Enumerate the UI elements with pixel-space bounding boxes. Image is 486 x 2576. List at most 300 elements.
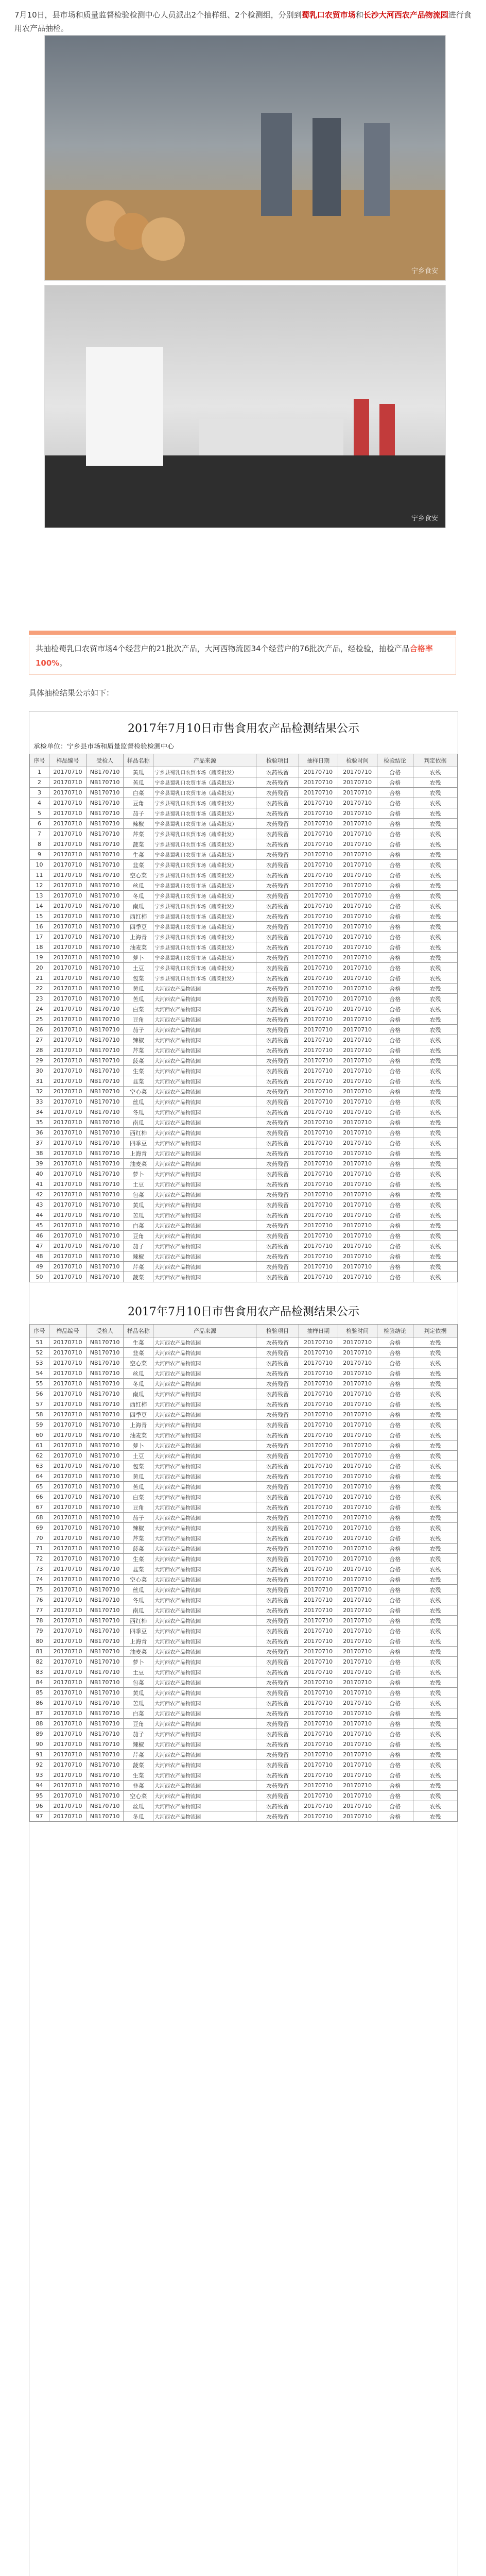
table-cell: 20170710 [49, 1440, 86, 1451]
table-cell: 合格 [377, 1523, 413, 1533]
table-cell: 农药残留 [256, 1056, 299, 1066]
table-cell: 韭菜 [124, 860, 153, 870]
photo-watermark: 宁乡食安 [411, 515, 438, 522]
table-row [30, 1251, 458, 1262]
table-cell: 36 [30, 1128, 49, 1138]
table-cell: 大河西农产品物流园 [153, 1410, 256, 1420]
table-row [30, 922, 458, 932]
table-cell: 60 [30, 1430, 49, 1440]
table-row [30, 1657, 458, 1667]
table-cell: 20170710 [338, 1791, 377, 1801]
table-cell: 合格 [377, 1544, 413, 1554]
table-cell: 20170710 [299, 953, 338, 963]
table-cell: 宁乡县蜀乳口农贸市场（蔬菜批发） [153, 932, 256, 942]
table-cell: 空心菜 [124, 1358, 153, 1368]
table-row [30, 1708, 458, 1719]
table-cell: 农药残留 [256, 1482, 299, 1492]
table-cell: 20170710 [299, 1533, 338, 1544]
table-cell: 上海青 [124, 1636, 153, 1647]
table-cell: 农药残留 [256, 1272, 299, 1282]
table-cell: 20170710 [338, 1025, 377, 1035]
table-cell: 20170710 [338, 767, 377, 777]
table-cell: 宁乡县蜀乳口农贸市场（蔬菜批发） [153, 870, 256, 880]
table-cell: NB170710 [86, 1605, 124, 1616]
table-cell: 农药残留 [256, 1729, 299, 1739]
table-cell: 20170710 [299, 1636, 338, 1647]
table-cell: 20170710 [299, 1348, 338, 1358]
table-cell: 33 [30, 1097, 49, 1107]
table-cell: 合格 [377, 1729, 413, 1739]
table-cell: 20170710 [338, 1647, 377, 1657]
table-cell: NB170710 [86, 798, 124, 808]
table-cell: 20170710 [299, 1179, 338, 1190]
table-cell: 大河西农产品物流园 [153, 1148, 256, 1159]
table-cell: 大河西农产品物流园 [153, 1087, 256, 1097]
table-cell: 宁乡县蜀乳口农贸市场（蔬菜批发） [153, 922, 256, 932]
table-cell: 20170710 [49, 1708, 86, 1719]
table-cell: 20170710 [299, 1811, 338, 1822]
table-cell: 农残 [413, 1657, 457, 1667]
table-cell: 农药残留 [256, 1045, 299, 1056]
table-row [30, 1389, 458, 1399]
table-cell: 20170710 [49, 1190, 86, 1200]
table-cell: 44 [30, 1210, 49, 1221]
table-cell: NB170710 [86, 1719, 124, 1729]
table-cell: NB170710 [86, 1760, 124, 1770]
table-cell: 20170710 [338, 1241, 377, 1251]
table-cell: 农药残留 [256, 1107, 299, 1117]
table-cell: 萝卜 [124, 1169, 153, 1179]
table-cell: 农药残留 [256, 1138, 299, 1148]
table-cell: 20170710 [338, 1076, 377, 1087]
table-cell: 37 [30, 1138, 49, 1148]
table-cell: 合格 [377, 1492, 413, 1502]
table-cell: 合格 [377, 860, 413, 870]
table-cell: NB170710 [86, 1492, 124, 1502]
table-cell: 合格 [377, 1025, 413, 1035]
result-caption: 具体抽检结果公示如下： [29, 688, 114, 698]
column-header: 样品名称 [124, 754, 153, 767]
table-cell: 合格 [377, 1117, 413, 1128]
column-header: 产品来源 [153, 754, 256, 767]
table-cell: 合格 [377, 1677, 413, 1688]
table-cell: 农药残留 [256, 1025, 299, 1035]
table-cell: 农药残留 [256, 1097, 299, 1107]
table-cell: 20170710 [299, 1626, 338, 1636]
table-cell: 95 [30, 1791, 49, 1801]
table-cell: 71 [30, 1544, 49, 1554]
table-cell: 宁乡县蜀乳口农贸市场（蔬菜批发） [153, 901, 256, 911]
table-cell: NB170710 [86, 1399, 124, 1410]
table-cell: NB170710 [86, 984, 124, 994]
table-cell: 5 [30, 808, 49, 819]
table-cell: 合格 [377, 880, 413, 891]
table-cell: 大河西农产品物流园 [153, 1626, 256, 1636]
table-cell: 20170710 [338, 1004, 377, 1014]
table-row [30, 1035, 458, 1045]
table-cell: NB170710 [86, 1190, 124, 1200]
table-cell: 20170710 [299, 1025, 338, 1035]
table-cell: 白菜 [124, 1221, 153, 1231]
table-cell: 宁乡县蜀乳口农贸市场（蔬菜批发） [153, 953, 256, 963]
table-cell: 农药残留 [256, 1251, 299, 1262]
table-cell: 黄瓜 [124, 1688, 153, 1698]
table-cell: 20170710 [49, 1605, 86, 1616]
table-cell: 农药残留 [256, 1657, 299, 1667]
table-row [30, 1482, 458, 1492]
table-cell: 农药残留 [256, 1440, 299, 1451]
table-cell: 39 [30, 1159, 49, 1169]
table-cell: 20170710 [299, 808, 338, 819]
table-cell: 农残 [413, 1739, 457, 1750]
table-cell: 20170710 [299, 1791, 338, 1801]
table-cell: 20170710 [338, 1179, 377, 1190]
table-row [30, 1667, 458, 1677]
table-cell: 20170710 [299, 839, 338, 850]
table-cell: 农药残留 [256, 1605, 299, 1616]
table-row [30, 984, 458, 994]
table-cell: NB170710 [86, 1045, 124, 1056]
table-cell: 20170710 [338, 942, 377, 953]
table-cell: 合格 [377, 1420, 413, 1430]
table-cell: 合格 [377, 1564, 413, 1574]
table-cell: 20170710 [338, 911, 377, 922]
table-cell: 20170710 [338, 891, 377, 901]
table-cell: 20170710 [299, 1770, 338, 1781]
table-cell: 35 [30, 1117, 49, 1128]
table-cell: 大河西农产品物流园 [153, 1200, 256, 1210]
table-cell: 20170710 [338, 1128, 377, 1138]
table-cell: 20170710 [299, 1781, 338, 1791]
table-cell: 20170710 [299, 860, 338, 870]
table-cell: 20170710 [299, 1729, 338, 1739]
table-cell: 农残 [413, 1781, 457, 1791]
table-cell: 辣椒 [124, 1739, 153, 1750]
table-cell: 宁乡县蜀乳口农贸市场（蔬菜批发） [153, 973, 256, 984]
table-cell: NB170710 [86, 1595, 124, 1605]
table-cell: NB170710 [86, 1667, 124, 1677]
table-cell: 20170710 [338, 1410, 377, 1420]
table-row [30, 1241, 458, 1251]
table-cell: 黄瓜 [124, 767, 153, 777]
table-cell: NB170710 [86, 850, 124, 860]
table-cell: 18 [30, 942, 49, 953]
table-cell: 农残 [413, 870, 457, 880]
table-cell: NB170710 [86, 932, 124, 942]
table-cell: 农残 [413, 1750, 457, 1760]
table-cell: 苦瓜 [124, 1698, 153, 1708]
table-cell: 40 [30, 1169, 49, 1179]
table-cell: 土豆 [124, 1451, 153, 1461]
lab-photo-illustration [45, 285, 445, 528]
table-row [30, 1647, 458, 1657]
table-cell: 合格 [377, 1636, 413, 1647]
table-cell: 54 [30, 1368, 49, 1379]
table-cell: 宁乡县蜀乳口农贸市场（蔬菜批发） [153, 767, 256, 777]
table-cell: 20170710 [338, 1358, 377, 1368]
table-row [30, 798, 458, 808]
table-cell: 20170710 [338, 1760, 377, 1770]
table-cell: 20170710 [49, 839, 86, 850]
table-cell: 61 [30, 1440, 49, 1451]
table-cell: 豆角 [124, 1719, 153, 1729]
table-row [30, 777, 458, 788]
table-cell: 20170710 [299, 1595, 338, 1605]
table-cell: 20170710 [338, 1595, 377, 1605]
table-cell: 农残 [413, 767, 457, 777]
table-cell: 20170710 [299, 963, 338, 973]
table-cell: 20170710 [49, 1533, 86, 1544]
table-cell: 宁乡县蜀乳口农贸市场（蔬菜批发） [153, 839, 256, 850]
table-cell: 20170710 [299, 1097, 338, 1107]
table-cell: 20170710 [299, 850, 338, 860]
table-cell: NB170710 [86, 901, 124, 911]
table-cell: 20170710 [299, 994, 338, 1004]
table-cell: 20170710 [338, 1087, 377, 1097]
table-cell: 合格 [377, 1626, 413, 1636]
table-cell: 农残 [413, 1513, 457, 1523]
table-cell: 20170710 [338, 880, 377, 891]
table-cell: 农药残留 [256, 1533, 299, 1544]
table-cell: 43 [30, 1200, 49, 1210]
table-cell: 20170710 [299, 1657, 338, 1667]
table-cell: 芹菜 [124, 1533, 153, 1544]
table-cell: NB170710 [86, 1272, 124, 1282]
table-cell: 空心菜 [124, 1791, 153, 1801]
table-row [30, 1004, 458, 1014]
table-cell: 茄子 [124, 1729, 153, 1739]
table-cell: 农残 [413, 891, 457, 901]
table-cell: 20170710 [49, 1272, 86, 1282]
table-cell: 20170710 [299, 973, 338, 984]
table-cell: 16 [30, 922, 49, 932]
table-cell: 合格 [377, 1667, 413, 1677]
column-header: 序号 [30, 1325, 49, 1337]
table-cell: 57 [30, 1399, 49, 1410]
table-row [30, 1221, 458, 1231]
table-cell: 农药残留 [256, 1410, 299, 1420]
table-cell: 南瓜 [124, 1605, 153, 1616]
table-cell: 大河西农产品物流园 [153, 994, 256, 1004]
table-row [30, 1698, 458, 1708]
table-cell: 合格 [377, 1451, 413, 1461]
table-cell: 48 [30, 1251, 49, 1262]
table-cell: 大河西农产品物流园 [153, 1251, 256, 1262]
table-cell: 20170710 [338, 1492, 377, 1502]
table-cell: 49 [30, 1262, 49, 1272]
table-cell: 茄子 [124, 808, 153, 819]
table-cell: 农药残留 [256, 1014, 299, 1025]
table-cell: 20170710 [49, 1811, 86, 1822]
summary-accent-bar [29, 631, 456, 635]
table-cell: 合格 [377, 1750, 413, 1760]
table-cell: 3 [30, 788, 49, 798]
table-cell: 64 [30, 1471, 49, 1482]
table-cell: 58 [30, 1410, 49, 1420]
table-cell: 大河西农产品物流园 [153, 1482, 256, 1492]
table-cell: 82 [30, 1657, 49, 1667]
table-cell: 大河西农产品物流园 [153, 1719, 256, 1729]
table-cell: 生菜 [124, 850, 153, 860]
table-cell: NB170710 [86, 963, 124, 973]
table-cell: NB170710 [86, 1128, 124, 1138]
table-cell: 大河西农产品物流园 [153, 1688, 256, 1698]
table-cell: 29 [30, 1056, 49, 1066]
table-cell: 20170710 [338, 808, 377, 819]
table-cell: 宁乡县蜀乳口农贸市场（蔬菜批发） [153, 911, 256, 922]
table-cell: 20170710 [49, 1595, 86, 1605]
table-cell: 农残 [413, 1169, 457, 1179]
table-row [30, 1190, 458, 1200]
table-cell: 合格 [377, 1148, 413, 1159]
table-cell: NB170710 [86, 788, 124, 798]
table-cell: 大河西农产品物流园 [153, 1811, 256, 1822]
results-table [29, 754, 458, 1282]
table-cell: 农药残留 [256, 1210, 299, 1221]
table-cell: NB170710 [86, 1262, 124, 1272]
table-cell: 合格 [377, 1210, 413, 1221]
table-cell: 20170710 [338, 1657, 377, 1667]
table-cell: 农残 [413, 1179, 457, 1190]
table-cell: 20170710 [299, 1492, 338, 1502]
table-cell: 白菜 [124, 788, 153, 798]
table-cell: 62 [30, 1451, 49, 1461]
table-cell: 20170710 [299, 1430, 338, 1440]
table-cell: 合格 [377, 1461, 413, 1471]
table-cell: 20170710 [49, 953, 86, 963]
table-cell: 81 [30, 1647, 49, 1657]
table-cell: 20170710 [299, 922, 338, 932]
table-cell: 22 [30, 984, 49, 994]
summary-box [29, 637, 456, 675]
table-cell: 20170710 [299, 880, 338, 891]
table-row [30, 1471, 458, 1482]
table-cell: 20170710 [49, 1719, 86, 1729]
table-cell: 韭菜 [124, 1564, 153, 1574]
table-cell: 农残 [413, 1056, 457, 1066]
table-cell: NB170710 [86, 1739, 124, 1750]
table-cell: 20170710 [338, 973, 377, 984]
table-cell: 大河西农产品物流园 [153, 1739, 256, 1750]
table-cell: 24 [30, 1004, 49, 1014]
table-cell: 20170710 [49, 1585, 86, 1595]
table-row [30, 1420, 458, 1430]
table-cell: 20170710 [49, 1025, 86, 1035]
table-cell: 辣椒 [124, 1251, 153, 1262]
table-cell: 农药残留 [256, 1389, 299, 1399]
table-cell: 20170710 [338, 1471, 377, 1482]
table-row [30, 1107, 458, 1117]
table-cell: NB170710 [86, 1482, 124, 1492]
table-cell: 20170710 [299, 1667, 338, 1677]
table-cell: 合格 [377, 1554, 413, 1564]
table-cell: 土豆 [124, 1667, 153, 1677]
table-cell: 20170710 [338, 839, 377, 850]
table-cell: 合格 [377, 1482, 413, 1492]
table-cell: NB170710 [86, 911, 124, 922]
table-cell: 农药残留 [256, 1076, 299, 1087]
table-cell: 20170710 [49, 1688, 86, 1698]
table-cell: 农药残留 [256, 1791, 299, 1801]
table-cell: 20170710 [49, 1251, 86, 1262]
table-cell: 农药残留 [256, 1337, 299, 1348]
table-cell: 农药残留 [256, 1190, 299, 1200]
table-cell: 89 [30, 1729, 49, 1739]
table-cell: 农药残留 [256, 1471, 299, 1482]
table-cell: 农残 [413, 1066, 457, 1076]
table-cell: 20170710 [299, 901, 338, 911]
table-cell: 大河西农产品物流园 [153, 1791, 256, 1801]
table-cell: 合格 [377, 963, 413, 973]
column-header: 抽样日期 [299, 1325, 338, 1337]
table-cell: 四季豆 [124, 1138, 153, 1148]
table-cell: 8 [30, 839, 49, 850]
table-cell: 20170710 [49, 829, 86, 839]
table-cell: 农残 [413, 1461, 457, 1471]
table-cell: 农药残留 [256, 850, 299, 860]
table-cell: 大河西农产品物流园 [153, 1708, 256, 1719]
table-cell: 西红柿 [124, 1128, 153, 1138]
table-cell: 农残 [413, 1595, 457, 1605]
table-cell: 农残 [413, 1200, 457, 1210]
table-cell: 农药残留 [256, 1348, 299, 1358]
table-cell: NB170710 [86, 1179, 124, 1190]
table-cell: 20170710 [299, 1337, 338, 1348]
column-header: 产品来源 [153, 1325, 256, 1337]
table-cell: 白菜 [124, 1004, 153, 1014]
table-row [30, 1554, 458, 1564]
intro-text-3: 进行食用农产品抽检。 [14, 10, 472, 33]
table-cell: 农药残留 [256, 1708, 299, 1719]
summary-pass-rate: 合格率100% [36, 644, 433, 668]
table-cell: 农残 [413, 1616, 457, 1626]
table-row [30, 891, 458, 901]
table-cell: 农残 [413, 1210, 457, 1221]
table-cell: 20170710 [299, 1004, 338, 1014]
table-row [30, 1200, 458, 1210]
table-cell: 46 [30, 1231, 49, 1241]
table-row [30, 1159, 458, 1169]
table-cell: 20170710 [49, 1348, 86, 1358]
table-cell: 20170710 [338, 1138, 377, 1148]
table-cell: 85 [30, 1688, 49, 1698]
table-row [30, 1770, 458, 1781]
table-cell: 油麦菜 [124, 942, 153, 953]
table-cell: 苦瓜 [124, 994, 153, 1004]
table-cell: 农残 [413, 1482, 457, 1492]
table-cell: 90 [30, 1739, 49, 1750]
sheet-title-2: 2017年7月10日市售食用农产品检测结果公示 [128, 1306, 359, 1318]
table-cell: 20170710 [338, 1420, 377, 1430]
table-cell: 大河西农产品物流园 [153, 1066, 256, 1076]
table-cell: 20170710 [338, 1585, 377, 1595]
column-header: 抽样日期 [299, 754, 338, 767]
table-cell: 宁乡县蜀乳口农贸市场（蔬菜批发） [153, 942, 256, 953]
inspection-photo-lab [44, 285, 446, 528]
table-cell: 大河西农产品物流园 [153, 1379, 256, 1389]
table-cell: 农药残留 [256, 1698, 299, 1708]
table-cell: 20170710 [338, 1564, 377, 1574]
table-cell: 农残 [413, 860, 457, 870]
table-cell: 农药残留 [256, 1200, 299, 1210]
photo-watermark: 宁乡食安 [411, 267, 438, 275]
table-cell: 宁乡县蜀乳口农贸市场（蔬菜批发） [153, 963, 256, 973]
table-cell: 四季豆 [124, 922, 153, 932]
table-cell: 茄子 [124, 1241, 153, 1251]
table-cell: 农药残留 [256, 942, 299, 953]
table-cell: 辣椒 [124, 1035, 153, 1045]
table-cell: 大河西农产品物流园 [153, 1781, 256, 1791]
